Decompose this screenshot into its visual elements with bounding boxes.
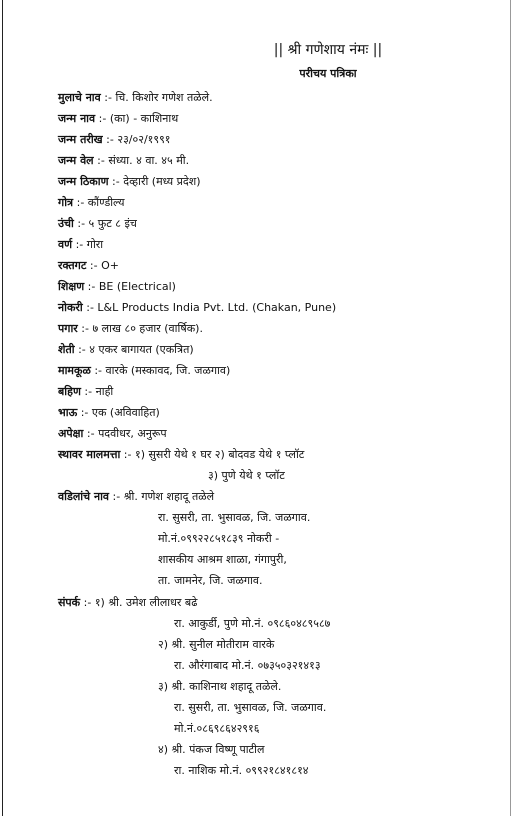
field-separator: :- bbox=[120, 448, 135, 461]
contact-line: रा. औरंगाबाद मो.नं. ०७३५०३२१४१३ bbox=[174, 659, 321, 672]
field-value: कौंण्डील्य bbox=[87, 196, 125, 209]
contact-line: ३) श्री. काशिनाथ शहादू तळेले. bbox=[158, 680, 282, 693]
field-row bbox=[58, 300, 336, 316]
field-key: जन्म वेल bbox=[58, 154, 94, 167]
field-separator: :- bbox=[73, 217, 89, 230]
field-key: अपेक्षा bbox=[58, 427, 84, 440]
field-key: रक्तगट bbox=[58, 259, 87, 272]
contact-line: रा. आकुर्डी, पुणे मो.नं. ०९८६०४८९५८७ bbox=[174, 617, 331, 630]
field-row bbox=[58, 258, 119, 274]
contact-line: रा. नाशिक मो.नं. ०९९२१८४१८१४ bbox=[174, 764, 309, 777]
field-value: २३/०२/१९९१ bbox=[117, 133, 171, 146]
field-row bbox=[58, 174, 201, 190]
father-address-line: शासकीय आश्रम शाळा, गंगापुरी, bbox=[158, 553, 287, 566]
field-row bbox=[58, 153, 189, 169]
document-title: || श्री गणेशाय नंमः || bbox=[273, 42, 383, 58]
contact-row bbox=[58, 595, 197, 611]
father-value: श्री. गणेश शहादू तळेले bbox=[123, 490, 215, 503]
page-border-left bbox=[2, 0, 3, 816]
contact-line: २) श्री. सुनील मोतीराम वारके bbox=[158, 638, 275, 651]
field-separator: :- bbox=[95, 112, 110, 125]
field-row bbox=[58, 111, 178, 127]
field-key: स्थावर मालमत्ता bbox=[58, 448, 121, 461]
field-separator: :- bbox=[82, 301, 98, 314]
property-line-2: ३) पुणे येथे १ प्लॉट bbox=[208, 469, 285, 482]
field-separator: :- bbox=[74, 343, 90, 356]
father-address-line: मो.नं.०९९२२८५१८३९ नोकरी - bbox=[158, 532, 280, 545]
field-key: बहिण bbox=[58, 385, 81, 398]
field-separator: :- bbox=[100, 91, 116, 104]
field-value: देव्हारी (मध्य प्रदेश) bbox=[123, 175, 201, 188]
field-value: वारके (मस्कावद, जि. जळगाव) bbox=[105, 364, 231, 377]
field-value: चि. किशोर गणेश तळेले. bbox=[115, 91, 213, 104]
field-value: (का) - काशिनाथ bbox=[109, 112, 179, 125]
father-address-line: रा. सुसरी, ता. भुसावळ, जि. जळगाव. bbox=[158, 511, 311, 524]
father-row bbox=[58, 489, 214, 505]
field-key: जन्म तरीख bbox=[58, 133, 103, 146]
field-value: गोरा bbox=[86, 238, 104, 251]
field-separator: :- bbox=[102, 133, 118, 146]
field-row bbox=[58, 132, 171, 148]
field-key: शिक्षण bbox=[58, 280, 85, 293]
father-key: वडिलांचे नाव bbox=[58, 490, 110, 503]
field-row bbox=[58, 90, 213, 106]
field-row bbox=[58, 237, 103, 253]
field-key: गोत्र bbox=[58, 196, 74, 209]
contact-line: मो.नं.०८६९८६४२९१६ bbox=[174, 722, 260, 735]
field-key: मुलाचे नाव bbox=[58, 91, 101, 104]
field-row bbox=[58, 426, 167, 442]
field-row bbox=[58, 447, 304, 463]
father-address-line: ता. जामनेर, जि. जळगाव. bbox=[158, 574, 263, 587]
field-value: पदवीधर, अनुरूप bbox=[98, 427, 167, 440]
field-separator: :- bbox=[84, 280, 99, 293]
field-separator: :- bbox=[77, 322, 93, 335]
field-key: उंची bbox=[58, 217, 74, 230]
field-row bbox=[58, 363, 230, 379]
field-separator: :- bbox=[72, 238, 87, 251]
contact-key: संपर्क bbox=[58, 596, 81, 609]
field-separator: :- bbox=[109, 490, 124, 503]
field-row bbox=[58, 321, 203, 337]
field-row bbox=[58, 195, 124, 211]
field-separator: :- bbox=[90, 364, 106, 377]
field-value: ५ फुट ८ इंच bbox=[88, 217, 137, 230]
field-value: १) सुसरी येथे १ घर २) बोदवड येथे १ प्लॉट bbox=[134, 448, 305, 461]
document-subtitle: परीचय पत्रिका bbox=[299, 67, 357, 80]
field-separator: :- bbox=[73, 196, 88, 209]
field-row bbox=[58, 279, 176, 295]
field-value: संध्या. ४ वा. ४५ मी. bbox=[108, 154, 190, 167]
field-key: भाऊ bbox=[58, 406, 78, 419]
field-key: नोकरी bbox=[58, 301, 83, 314]
field-key: पगार bbox=[58, 322, 78, 335]
field-key: शेती bbox=[58, 343, 75, 356]
field-separator: :- bbox=[108, 175, 124, 188]
field-separator: :- bbox=[86, 259, 102, 272]
field-separator: :- bbox=[77, 406, 92, 419]
field-separator: :- bbox=[80, 596, 95, 609]
field-key: मामकूळ bbox=[58, 364, 91, 377]
field-value: BE (Electrical) bbox=[98, 280, 176, 293]
field-value: ७ लाख ८० हजार (वार्षिक). bbox=[92, 322, 203, 335]
contact-line: ४) श्री. पंकज विष्णू पाटील bbox=[158, 743, 265, 756]
field-separator: :- bbox=[83, 427, 99, 440]
field-value: नाही bbox=[95, 385, 114, 398]
field-separator: :- bbox=[93, 154, 109, 167]
field-value: L&L Products India Pvt. Ltd. (Chakan, Pune) bbox=[97, 301, 337, 314]
field-value: ४ एकर बागायत (एकत्रित) bbox=[89, 343, 194, 356]
field-separator: :- bbox=[80, 385, 96, 398]
field-key: वर्ण bbox=[58, 238, 73, 251]
field-row bbox=[58, 405, 160, 421]
contact-line: १) श्री. उमेश लीलाधर बढे bbox=[94, 596, 198, 609]
field-key: जन्म नाव bbox=[58, 112, 96, 125]
field-row bbox=[58, 384, 113, 400]
contact-line: रा. सुसरी, ता. भुसावळ, जि. जळगाव. bbox=[174, 701, 327, 714]
field-row bbox=[58, 216, 137, 232]
field-row bbox=[58, 342, 194, 358]
field-key: जन्म ठिकाण bbox=[58, 175, 109, 188]
field-value: O+ bbox=[101, 259, 119, 272]
field-value: एक (अविवाहित) bbox=[91, 406, 160, 419]
